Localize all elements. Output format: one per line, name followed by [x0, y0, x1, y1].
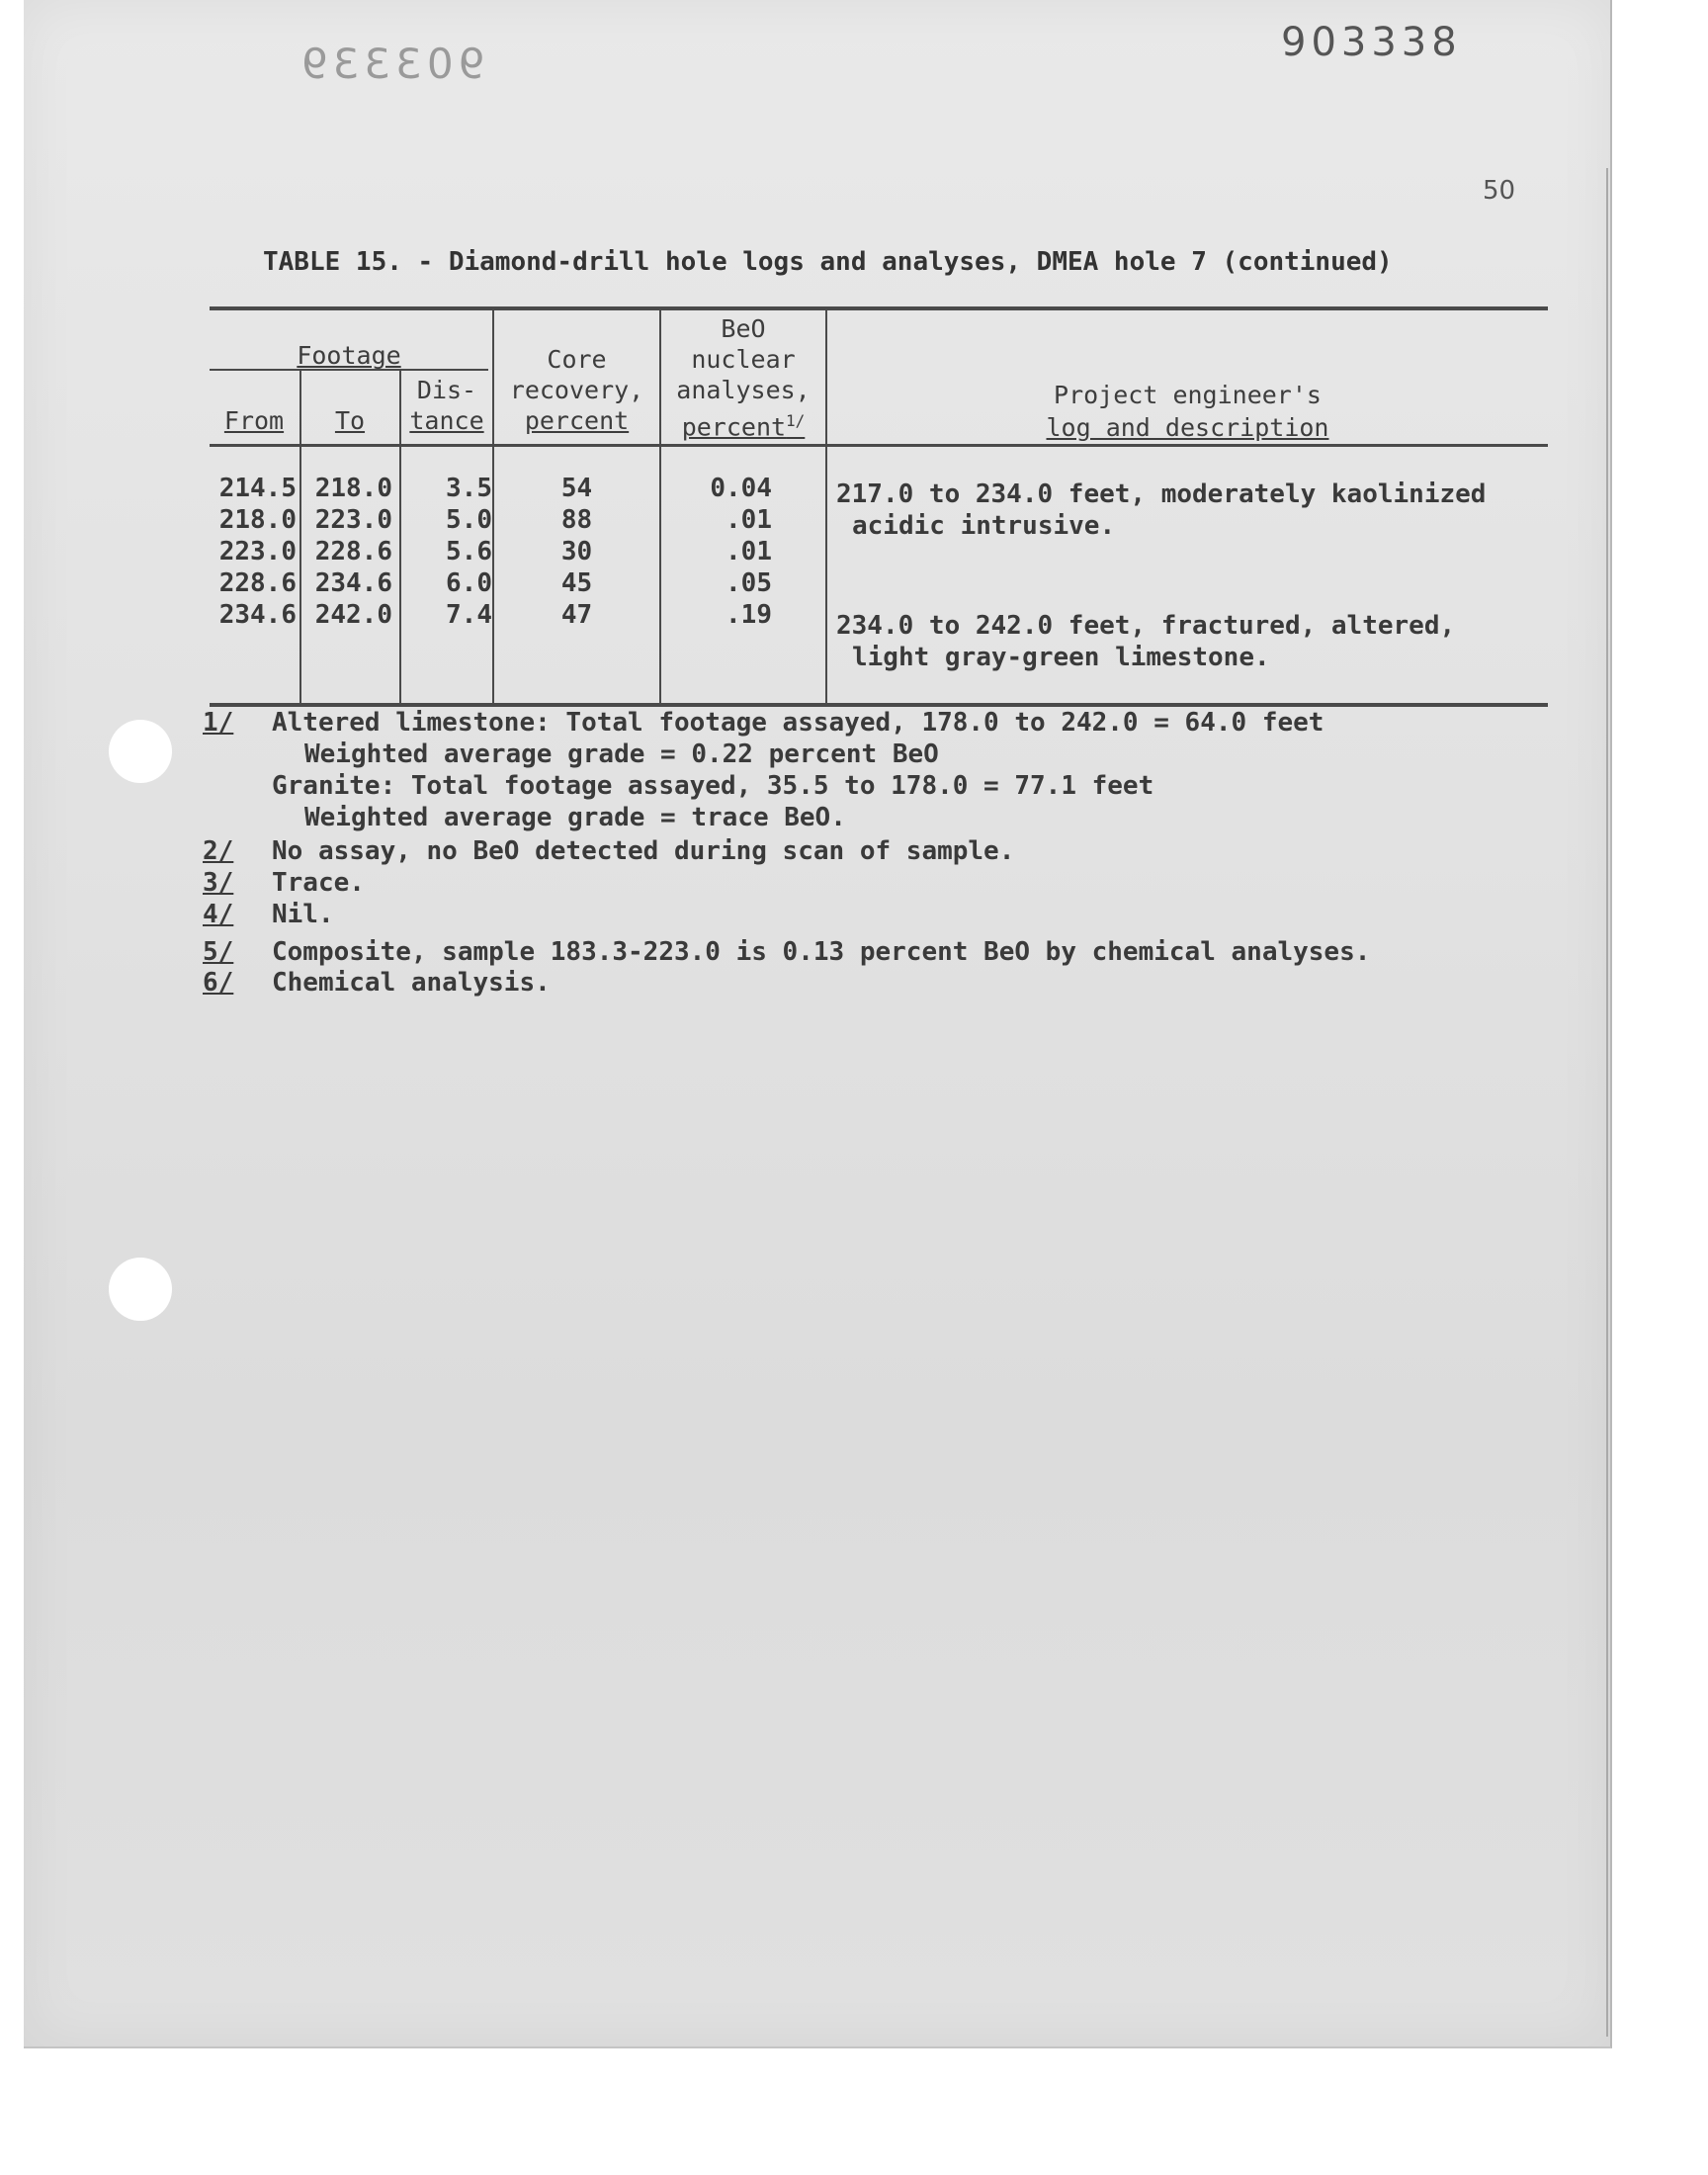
footnote-1: [203, 707, 1324, 739]
header-core-1: Core: [547, 345, 607, 374]
description-2-line-2: light gray-green limestone.: [852, 643, 1270, 672]
cell-from: 234.6: [218, 600, 297, 630]
footnote-3-text: Trace.: [272, 868, 365, 898]
page-edge: [1606, 168, 1608, 2037]
footnote-6-text: Chemical analysis.: [272, 968, 551, 998]
footnote-2: [203, 835, 1014, 867]
cell-distance: 7.4: [446, 600, 492, 630]
cell-core: 30: [560, 537, 593, 566]
cell-from: 228.6: [218, 568, 297, 598]
cell-to: 234.6: [314, 568, 392, 598]
mirrored-stamp: 903339: [297, 40, 485, 88]
header-footage: Footage: [297, 341, 401, 370]
cell-beo: .19: [726, 600, 772, 630]
table-title: TABLE 15. - Diamond-drill hole logs and analyses, DMEA hole 7 (continued): [263, 247, 1393, 277]
footnote-3: [203, 867, 365, 899]
footnote-2-text: No assay, no BeO detected during scan of sample.: [272, 836, 1015, 866]
header-distance-1: Dis-: [416, 376, 477, 404]
footnote-6-mark: 6/: [203, 968, 234, 998]
header-to: To: [334, 406, 366, 435]
footnote-4: [203, 899, 334, 930]
header-core-3: percent: [524, 406, 630, 435]
punch-hole-upper: [109, 720, 172, 783]
cell-to: 218.0: [314, 474, 392, 503]
footnote-2-mark: 2/: [203, 836, 234, 866]
header-distance-2: tance: [409, 406, 484, 435]
header-beo-4-text: percent: [681, 412, 787, 442]
footnote-1-line-3: Granite: Total footage assayed, 35.5 to 178.0 = 77.1 feet: [272, 771, 1154, 801]
footnote-1-line-4: Weighted average grade = trace BeO.: [304, 803, 846, 832]
cell-distance: 5.6: [446, 537, 492, 566]
header-beo-footnote: 1/: [786, 411, 806, 430]
table-top-rule: [210, 306, 1548, 310]
cell-core: 47: [560, 600, 593, 630]
page-number: 50: [1483, 176, 1516, 206]
cell-distance: 3.5: [446, 474, 492, 503]
description-1-line-2: acidic intrusive.: [852, 511, 1116, 541]
cell-to: 223.0: [314, 505, 392, 535]
footnote-3-mark: 3/: [203, 868, 234, 898]
footnote-1-line-1: Altered limestone: Total footage assayed, 178.0 to 242.0 = 64.0 feet: [272, 708, 1324, 738]
cell-from: 223.0: [218, 537, 297, 566]
cell-beo: .01: [726, 537, 772, 566]
header-core-2: recovery,: [509, 376, 644, 404]
cell-beo: .05: [726, 568, 772, 598]
footnote-5-text: Composite, sample 183.3-223.0 is 0.13 percent BeO by chemical analyses.: [272, 937, 1371, 967]
cell-core: 54: [560, 474, 593, 503]
cell-from: 218.0: [218, 505, 297, 535]
description-1-line-1: 217.0 to 234.0 feet, moderately kaolinized: [836, 479, 1487, 509]
description-2-line-1: 234.0 to 242.0 feet, fractured, altered,: [836, 611, 1456, 641]
footnote-5-mark: 5/: [203, 937, 234, 967]
cell-from: 214.5: [218, 474, 297, 503]
header-beo-4: [661, 405, 825, 442]
cell-core: 88: [560, 505, 593, 535]
cell-to: 242.0: [314, 600, 392, 630]
header-beo-2: nuclear: [691, 345, 796, 374]
footnote-4-text: Nil.: [272, 900, 334, 929]
footnote-1-mark: 1/: [203, 708, 234, 738]
header-beo-1: BeO: [721, 314, 766, 343]
archive-stamp: 903338: [1281, 20, 1462, 65]
header-bottom-rule: [210, 444, 1548, 447]
footnote-5: [203, 936, 1370, 968]
punch-hole-lower: [109, 1258, 172, 1321]
header-log-2: log and description: [1046, 413, 1329, 442]
divider-beo-log: [825, 308, 827, 703]
header-from: From: [223, 406, 285, 435]
cell-distance: 6.0: [446, 568, 492, 598]
cell-to: 228.6: [314, 537, 392, 566]
cell-core: 45: [560, 568, 593, 598]
cell-beo: .01: [726, 505, 772, 535]
footnote-1-line-2: Weighted average grade = 0.22 percent BeO: [304, 740, 939, 769]
cell-distance: 5.0: [446, 505, 492, 535]
footnote-4-mark: 4/: [203, 900, 234, 929]
header-log-1: Project engineer's: [1054, 381, 1322, 409]
footnote-6: [203, 967, 551, 999]
header-beo-3: analyses,: [676, 376, 811, 404]
cell-beo: 0.04: [710, 474, 772, 503]
